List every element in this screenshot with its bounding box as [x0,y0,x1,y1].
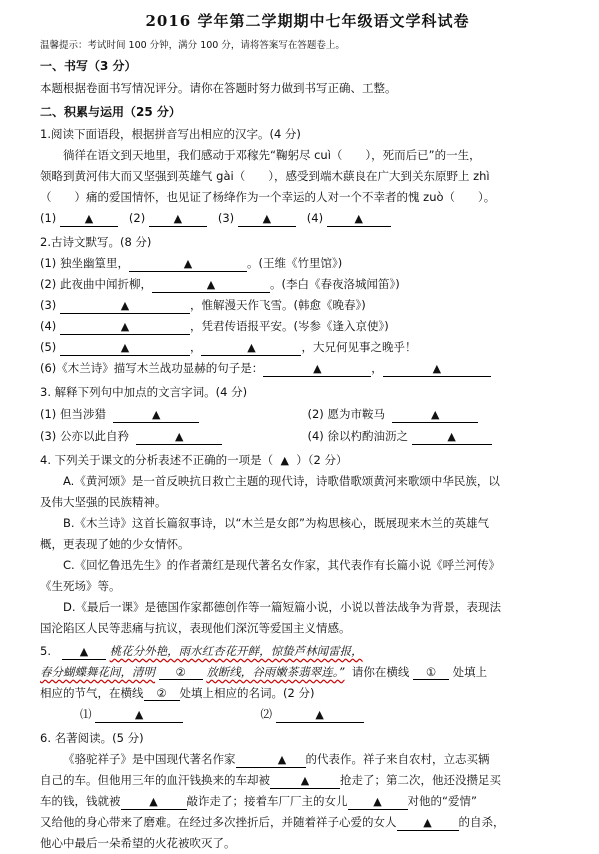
circled-two-marker: ② [175,665,186,679]
answer-label-2: ⑵ [260,707,272,721]
answer-blank[interactable] [60,298,190,314]
poem-line-6-sep: ， [371,361,383,375]
answer-blank[interactable] [152,277,270,293]
triangle-marker-icon: ▲ [149,795,158,808]
triangle-marker-icon: ▲ [79,645,89,658]
question-5-line-3 [40,683,575,704]
item-text: (4) 徐以杓酌油沥之 [307,429,408,443]
triangle-marker-icon: ▲ [354,212,363,225]
para-text: 敲诈走了；接着车厂厂主的女儿 [186,794,348,808]
question-5-instr-c: 相应的节气，在横线 [40,686,144,700]
solar-term-poem-2: 春分蝴蝶舞花间，清明 [40,665,155,679]
solar-term-poem-3: 放断线，谷雨嫩茶翡翠连。” [206,665,345,679]
question-1-stem: 1.阅读下面语段，根据拼音写出相应的汉字。(4 分) [40,127,301,141]
poem-line-2 [40,274,575,295]
question-4-stem-b: ）（2 分） [296,453,348,467]
option-d-line-1: D.《最后一课》是德国作家都德创作等一篇短篇小说，小说以普法战争为背景，表现法 [63,600,502,614]
triangle-marker-icon: ▲ [206,278,216,291]
question-1-para-c: （ ）痛的爱国情怀，也见证了杨绛作为一个幸运的人对一个不幸者的愧 zuò（ ）。 [40,190,496,204]
triangle-marker-icon: ▲ [373,795,382,808]
question-1-answers [40,208,575,229]
triangle-marker-icon: ▲ [262,212,272,225]
answer-blank[interactable] [121,794,187,810]
answer-blank[interactable] [392,407,478,423]
triangle-marker-icon: ▲ [175,430,184,443]
poem-line-2-prefix: (2) 此夜曲中闻折柳， [40,277,152,291]
item-text: (2) 愿为市鞍马 [307,407,385,421]
option-b-line-2: 概，更表现了她的少女情怀。 [40,537,190,551]
question-6-para-2 [40,770,575,791]
question-6-para-1 [40,749,575,770]
para-text: 对他的“爱情” [407,794,477,808]
question-2-stem: 2.古诗文默写。(8 分) [40,235,152,249]
page-title: 2016 学年第二学期期中七年级语文学科试卷 [145,12,470,30]
para-text: 《骆驼祥子》是中国现代著名作家 [63,752,236,766]
answer-label-3: (3) [217,211,235,225]
triangle-marker-icon: ▲ [432,362,442,375]
answer-label-1: ⑴ [80,707,92,721]
question-5-instr-a: 请你在横线 [351,665,410,679]
solar-term-poem-1: 桃花分外艳，雨水红杏花开鲜，惊蛰芦林闻雷报， [109,644,363,658]
triangle-marker-icon: ▲ [247,341,256,354]
answer-blank[interactable] [397,815,459,831]
option-c-line-2: 《生死场》等。 [40,579,121,593]
poem-line-4-suffix: ，凭君传语报平安。(岑参《逢入京使》) [189,319,389,333]
option-a-line-1: A.《黄河颂》是一首反映抗日救亡主题的现代诗，诗歌借歌颂黄河来歌颂中华民族，以 [63,474,500,488]
poem-line-1-prefix: (1) 独坐幽篁里， [40,256,129,270]
question-3-item-1 [40,403,308,425]
question-3-row-1 [40,403,575,425]
triangle-marker-icon: ▲ [84,212,94,225]
question-5-line-1 [40,641,575,662]
answer-blank[interactable] [95,707,183,723]
answer-blank[interactable] [276,707,364,723]
para-text: 的自杀， [458,815,505,829]
triangle-marker-icon: ▲ [431,408,440,421]
answer-blank[interactable] [113,407,199,423]
option-c-line-1: C.《回忆鲁迅先生》的作者萧红是现代著名女作家，其代表作有长篇小说《呼兰河传》 [63,558,501,572]
triangle-marker-icon: ▲ [313,362,322,375]
poem-line-5-prefix: (5) [40,340,57,354]
poem-line-1 [40,253,575,274]
answer-blank[interactable] [327,211,391,227]
para-text: 自己的车。但他用三年的血汗钱换来的车却被 [40,773,270,787]
para-text: 车的钱，钱就被 [40,794,121,808]
answer-blank[interactable] [60,340,190,356]
triangle-marker-icon: ▲ [300,774,310,787]
circled-two-marker: ② [156,686,167,700]
triangle-marker-icon: ▲ [120,320,130,333]
section-1-heading: 一、书写（3 分） [40,59,137,73]
poem-line-3 [40,295,575,316]
answer-blank[interactable] [62,644,106,660]
question-5-line-2 [40,662,575,683]
question-1-para-a: 徜徉在语文到天地里，我们感动于邓稼先“鞠躬尽 cuì（ ），死而后已”的一生， [63,148,481,162]
question-6-para-3 [40,791,575,812]
item-text: (3) 公亦以此自矜 [40,429,129,443]
triangle-marker-icon: ▲ [315,708,324,721]
question-3-item-2 [308,403,576,425]
answer-blank[interactable] [149,211,207,227]
answer-blank[interactable] [270,773,340,789]
item-text: (1) 但当涉猎 [40,407,106,421]
mark-2-blank [159,665,203,680]
para-text: 抢走了；第二次，他还没攒足买 [340,773,501,787]
answer-label-2: (2) [128,211,146,225]
triangle-marker-icon: ▲ [173,212,183,225]
question-3-item-4 [308,425,576,447]
question-3-item-3 [40,425,308,447]
triangle-marker-icon: ▲ [134,708,144,721]
question-1-para-b: 领略到黄河伟大而又坚强到英雄气 gài（ ），感受到端木蕻良在广大到关东原野上 zhì [40,169,490,183]
poem-line-4-prefix: (4) [40,319,57,333]
poem-line-5: (5) ▲ ， ▲ ，大兄何见事之晚乎！ [40,340,417,354]
poem-line-3-prefix: (3) [40,298,57,312]
question-6-para-4 [40,812,575,833]
triangle-marker-icon: ▲ [280,454,289,467]
question-5-instr-b: 处填上 [452,665,488,679]
mark-2-blank [144,686,180,701]
triangle-marker-icon: ▲ [183,257,193,270]
question-5-number: 5. [40,644,51,658]
answer-blank[interactable] [383,361,491,377]
poem-line-6-prefix: (6)《木兰诗》描写木兰战功显赫的句子是： [40,361,264,375]
poem-line-5-suffix: ，大兄何见事之晚乎！ [301,340,417,354]
option-d-line-2: 国沦陷区人民等悲痛与抗议，表现他们深沉等爱国主义情感。 [40,621,351,635]
answer-label-4: (4) [306,211,324,225]
section-1-body: 本题根据卷面书写情况评分。请你在答题时努力做到书写正确、工整。 [40,81,397,95]
circled-one-marker: ① [425,665,437,679]
section-2-heading: 二、积累与运用（25 分） [40,105,181,119]
question-3-stem: 3. 解释下列句中加点的文言字词。(4 分) [40,385,248,399]
poem-line-1-suffix: 。(王维《竹里馆》) [246,256,343,270]
para-text: 的代表作。祥子来自农村，立志买辆 [305,752,490,766]
question-3-row-2 [40,425,575,447]
poem-line-3-suffix: ，惟解漫天作飞雪。(韩愈《晚春》) [189,298,366,312]
answer-label-1: (1) [40,211,57,225]
answer-blank[interactable] [136,429,222,445]
para-text: 又给他的身心带来了磨难。在经过多次挫折后，并随着祥子心爱的女人 [40,815,397,829]
triangle-marker-icon: ▲ [423,816,432,829]
mark-1-blank [413,665,449,680]
triangle-marker-icon: ▲ [277,753,287,766]
poem-line-6 [40,358,575,379]
answer-blank[interactable] [60,319,190,335]
triangle-marker-icon: ▲ [152,408,161,421]
question-6-para-5: 他心中最后一朵希望的火花被吹灭了。 [40,836,236,850]
answer-blank[interactable] [263,361,371,377]
question-4-stem [40,450,575,471]
answer-blank[interactable] [201,340,301,356]
answer-blank[interactable] [238,211,296,227]
question-4-stem-a: 4. 下列关于课文的分析表述不正确的一项是（ [40,453,274,467]
poem-line-2-suffix: 。(李白《春夜洛城闻笛》) [269,277,400,291]
answer-blank[interactable] [129,256,247,272]
answer-blank[interactable] [236,752,306,768]
poem-line-4 [40,316,575,337]
triangle-marker-icon: ▲ [447,430,456,443]
option-b-line-1: B.《木兰诗》这首长篇叙事诗，以“木兰是女郎”为构思核心，既展现来木兰的英雄气 [63,516,489,530]
exam-note: 温馨提示：考试时间 100 分钟，满分 100 分，请将答案写在答题卷上。 [40,40,345,51]
question-5-answers [40,704,575,725]
triangle-marker-icon: ▲ [120,341,130,354]
answer-blank[interactable] [412,429,492,445]
answer-blank[interactable] [60,211,118,227]
triangle-marker-icon: ▲ [120,299,130,312]
question-5-instr-d: 处填上相应的名词。(2 分) [179,686,315,700]
question-6-stem: 6. 名著阅读。(5 分) [40,731,144,745]
option-a-line-2: 及伟大坚强的民族精神。 [40,495,167,509]
answer-blank[interactable] [348,794,408,810]
